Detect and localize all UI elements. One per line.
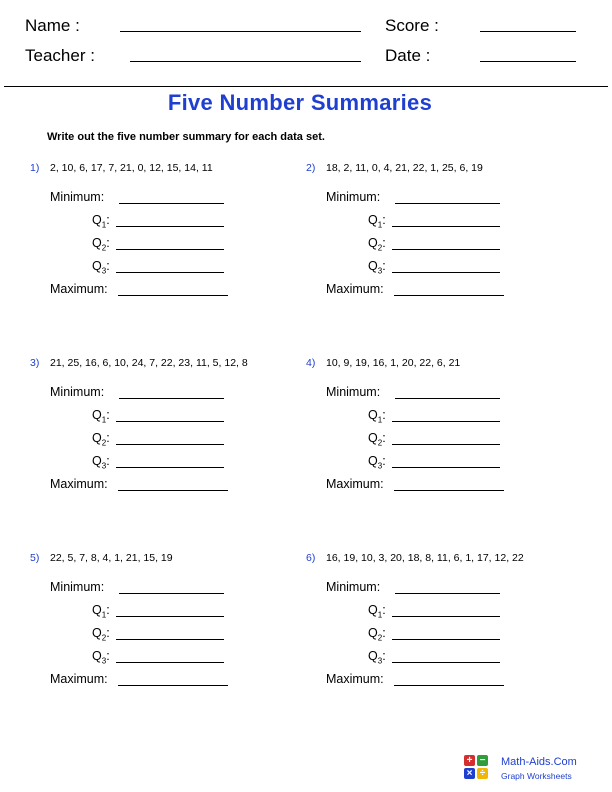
answer-line[interactable]	[119, 203, 224, 204]
quartile-label: $Q_3$:	[368, 454, 386, 471]
problem-number: 3)	[30, 357, 40, 369]
quartile-label: $Q_3$:	[92, 454, 110, 471]
quartile-label: $Q_1$:	[92, 603, 110, 620]
answer-line[interactable]	[116, 616, 224, 617]
answer-line[interactable]	[116, 226, 224, 227]
quartile-label: $Q_2$:	[92, 431, 110, 448]
date-field[interactable]	[480, 61, 576, 62]
quartile-label: $Q_3$:	[368, 259, 386, 276]
answer-line[interactable]	[118, 295, 228, 296]
problem-data-set: 16, 19, 10, 3, 20, 18, 8, 11, 6, 1, 17, 12, 22	[326, 552, 524, 564]
minimum-label: Minimum:	[326, 385, 381, 399]
answer-line[interactable]	[119, 593, 224, 594]
quartile-label: $Q_2$:	[368, 626, 386, 643]
logo-site-name: Math-Aids.Com	[501, 756, 577, 768]
teacher-field[interactable]	[130, 61, 361, 62]
answer-line[interactable]	[394, 295, 504, 296]
quartile-label: $Q_2$:	[92, 626, 110, 643]
problem-number: 2)	[306, 162, 316, 174]
maximum-label: Maximum:	[50, 282, 108, 296]
answer-line[interactable]	[392, 226, 500, 227]
header-divider	[4, 86, 608, 87]
answer-line[interactable]	[394, 685, 504, 686]
answer-line[interactable]	[392, 467, 500, 468]
answer-line[interactable]	[392, 421, 500, 422]
answer-line[interactable]	[392, 639, 500, 640]
math-operators-icon: + − × ÷	[464, 755, 490, 781]
problem-number: 5)	[30, 552, 40, 564]
minimum-label: Minimum:	[50, 385, 105, 399]
score-label: Score :	[385, 16, 439, 35]
maximum-label: Maximum:	[50, 477, 108, 491]
answer-line[interactable]	[116, 421, 224, 422]
answer-line[interactable]	[118, 490, 228, 491]
problem-2	[306, 162, 576, 312]
problem-6	[306, 552, 576, 702]
quartile-label: $Q_2$:	[368, 431, 386, 448]
instructions: Write out the five number summary for each data set.	[47, 131, 325, 143]
quartile-label: $Q_2$:	[92, 236, 110, 253]
problem-data-set: 22, 5, 7, 8, 4, 1, 21, 15, 19	[50, 552, 173, 564]
minimum-label: Minimum:	[50, 190, 105, 204]
answer-line[interactable]	[395, 593, 500, 594]
quartile-label: $Q_1$:	[368, 603, 386, 620]
logo-subtitle: Graph Worksheets	[501, 771, 572, 781]
quartile-label: $Q_1$:	[368, 408, 386, 425]
answer-line[interactable]	[395, 398, 500, 399]
answer-line[interactable]	[392, 249, 500, 250]
problem-number: 1)	[30, 162, 40, 174]
minimum-label: Minimum:	[326, 190, 381, 204]
problem-data-set: 10, 9, 19, 16, 1, 20, 22, 6, 21	[326, 357, 461, 369]
score-field[interactable]	[480, 31, 576, 32]
answer-line[interactable]	[116, 639, 224, 640]
problem-5	[30, 552, 300, 702]
answer-line[interactable]	[116, 662, 224, 663]
problem-number: 4)	[306, 357, 316, 369]
quartile-label: $Q_1$:	[368, 213, 386, 230]
quartile-label: $Q_2$:	[368, 236, 386, 253]
maximum-label: Maximum:	[50, 672, 108, 686]
minimum-label: Minimum:	[50, 580, 105, 594]
quartile-label: $Q_3$:	[92, 649, 110, 666]
answer-line[interactable]	[119, 398, 224, 399]
maximum-label: Maximum:	[326, 477, 384, 491]
maximum-label: Maximum:	[326, 282, 384, 296]
answer-line[interactable]	[116, 444, 224, 445]
answer-line[interactable]	[395, 203, 500, 204]
answer-line[interactable]	[392, 662, 500, 663]
answer-line[interactable]	[392, 444, 500, 445]
answer-line[interactable]	[116, 272, 224, 273]
name-label: Name :	[25, 16, 80, 35]
quartile-label: $Q_3$:	[92, 259, 110, 276]
math-aids-logo	[464, 755, 604, 785]
answer-line[interactable]	[392, 616, 500, 617]
answer-line[interactable]	[392, 272, 500, 273]
quartile-label: $Q_3$:	[368, 649, 386, 666]
problem-data-set: 2, 10, 6, 17, 7, 21, 0, 12, 15, 14, 11	[50, 162, 213, 174]
quartile-label: $Q_1$:	[92, 408, 110, 425]
problem-3	[30, 357, 300, 507]
name-field[interactable]	[120, 31, 361, 32]
worksheet-title: Five Number Summaries	[167, 90, 433, 115]
answer-line[interactable]	[394, 490, 504, 491]
answer-line[interactable]	[118, 685, 228, 686]
problem-1	[30, 162, 300, 312]
teacher-label: Teacher :	[25, 46, 95, 65]
minimum-label: Minimum:	[326, 580, 381, 594]
answer-line[interactable]	[116, 467, 224, 468]
problem-4	[306, 357, 576, 507]
problem-data-set: 21, 25, 16, 6, 10, 24, 7, 22, 23, 11, 5, 12, 8	[50, 357, 248, 369]
date-label: Date :	[385, 46, 431, 65]
problem-data-set: 18, 2, 11, 0, 4, 21, 22, 1, 25, 6, 19	[326, 162, 483, 174]
problem-number: 6)	[306, 552, 316, 564]
quartile-label: $Q_1$:	[92, 213, 110, 230]
maximum-label: Maximum:	[326, 672, 384, 686]
answer-line[interactable]	[116, 249, 224, 250]
